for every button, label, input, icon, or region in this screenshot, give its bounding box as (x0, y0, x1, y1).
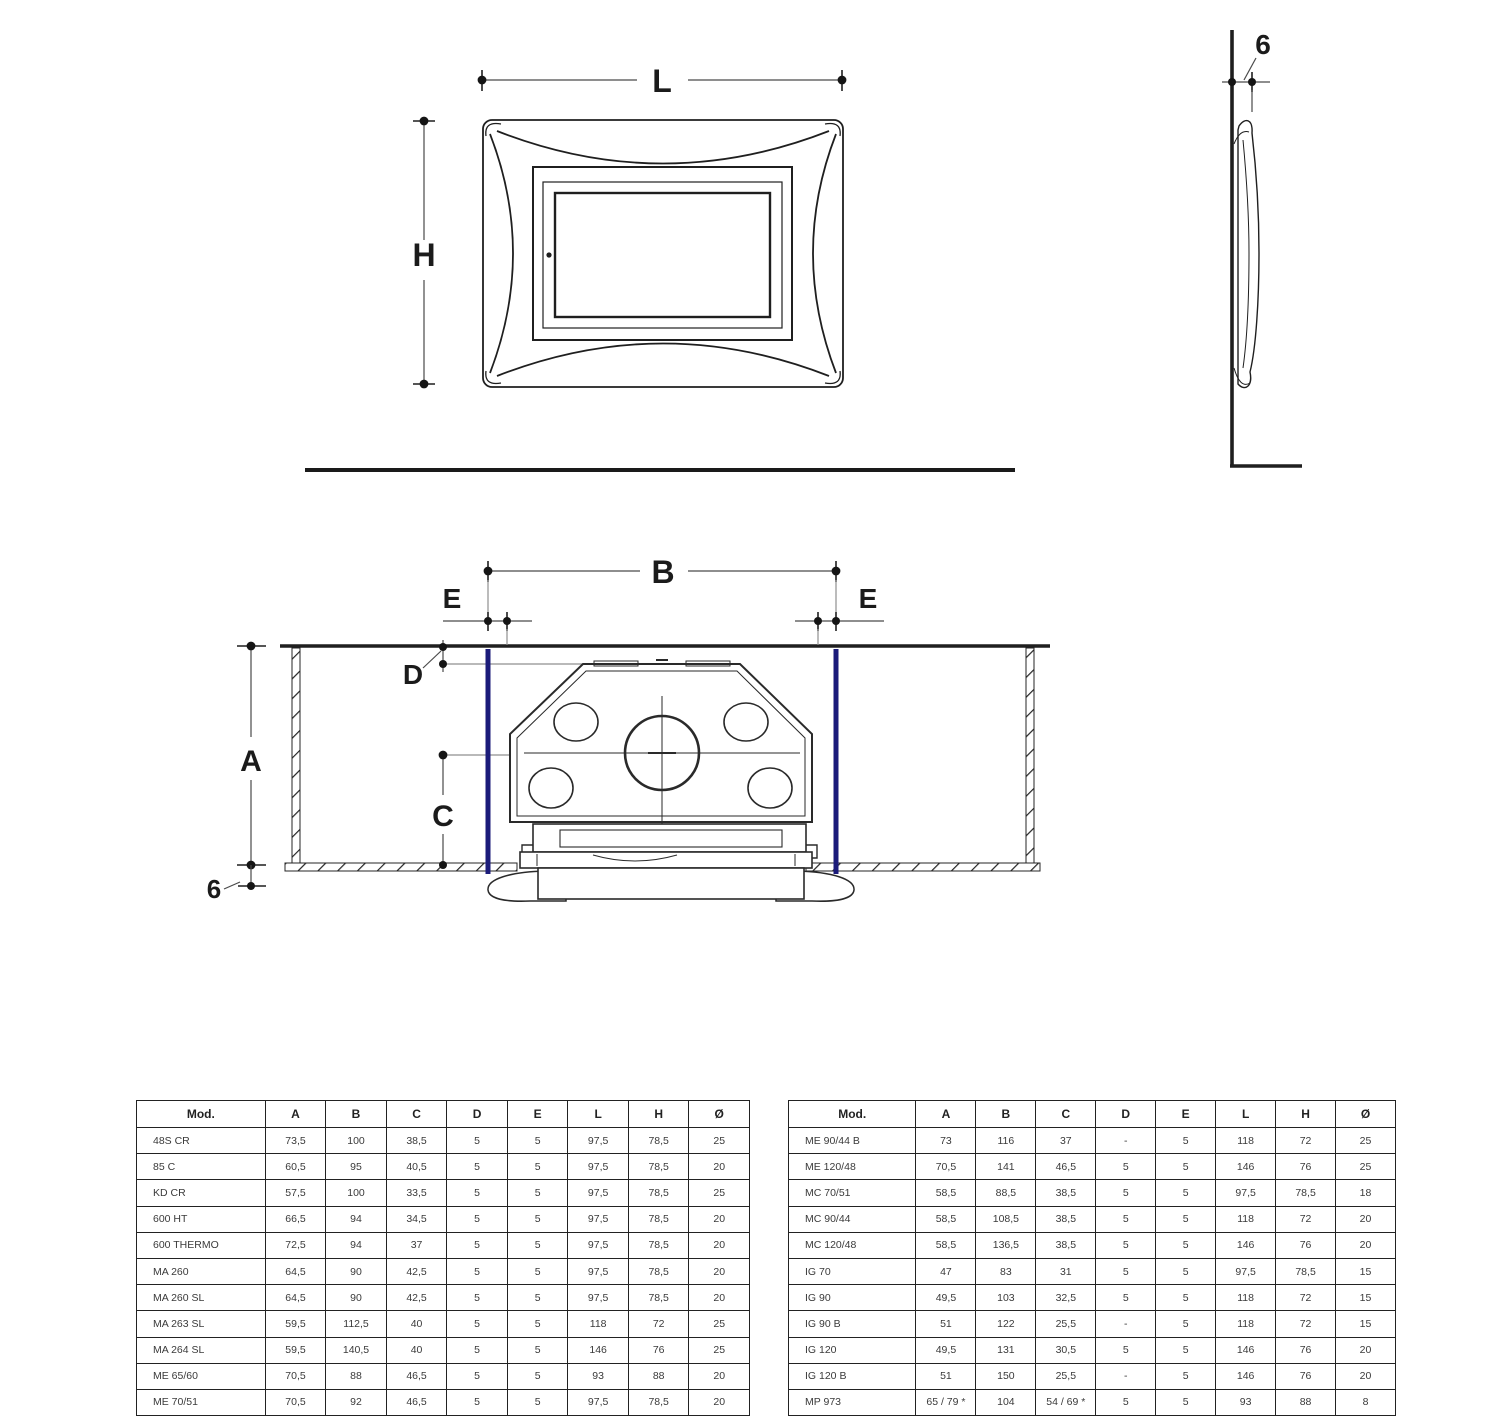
value-cell: 25 (1336, 1128, 1396, 1154)
value-cell: 51 (916, 1311, 976, 1337)
right-wall-hatch (1026, 648, 1034, 865)
value-cell: 5 (1096, 1232, 1156, 1258)
value-cell: 38,5 (1036, 1206, 1096, 1232)
value-cell: 46,5 (1036, 1154, 1096, 1180)
value-cell: 5 (1156, 1258, 1216, 1284)
value-cell: 30,5 (1036, 1337, 1096, 1363)
model-name-cell: KD CR (137, 1180, 266, 1206)
frame-profile (1234, 121, 1259, 388)
value-cell: 40 (386, 1337, 447, 1363)
column-header-a: A (916, 1101, 976, 1128)
model-name-cell: IG 90 B (789, 1311, 916, 1337)
value-cell: 25 (689, 1128, 750, 1154)
value-cell: 88,5 (976, 1180, 1036, 1206)
value-cell: 5 (1156, 1180, 1216, 1206)
value-cell: - (1096, 1128, 1156, 1154)
value-cell: 5 (1096, 1285, 1156, 1311)
value-cell: 20 (1336, 1363, 1396, 1389)
value-cell: 116 (976, 1128, 1036, 1154)
table-row (789, 1154, 1396, 1180)
value-cell: 46,5 (386, 1389, 447, 1415)
model-name-cell: IG 120 B (789, 1363, 916, 1389)
value-cell: 5 (507, 1337, 568, 1363)
model-name-cell: MC 70/51 (789, 1180, 916, 1206)
table-row (137, 1258, 750, 1284)
value-cell: 42,5 (386, 1258, 447, 1284)
value-cell: 5 (447, 1154, 508, 1180)
column-header-h: H (628, 1101, 689, 1128)
table-row (137, 1389, 750, 1415)
value-cell: 97,5 (568, 1258, 629, 1284)
value-cell: 20 (689, 1154, 750, 1180)
value-cell: 146 (1216, 1154, 1276, 1180)
table-row (789, 1363, 1396, 1389)
table-row (137, 1232, 750, 1258)
column-header-l: L (568, 1101, 629, 1128)
value-cell: 20 (689, 1389, 750, 1415)
value-cell: 140,5 (326, 1337, 387, 1363)
value-cell: 5 (507, 1180, 568, 1206)
dimension-e-right (795, 612, 884, 645)
insert-body (488, 660, 854, 901)
front-view (305, 63, 1015, 470)
value-cell: 100 (326, 1128, 387, 1154)
value-cell: 103 (976, 1285, 1036, 1311)
dimension-e-left (443, 612, 532, 645)
table-row (789, 1180, 1396, 1206)
value-cell: 8 (1336, 1389, 1396, 1415)
value-cell: 72,5 (265, 1232, 326, 1258)
value-cell: 118 (1216, 1206, 1276, 1232)
value-cell: 5 (1096, 1206, 1156, 1232)
table-row (789, 1232, 1396, 1258)
value-cell: 5 (507, 1128, 568, 1154)
value-cell: 5 (447, 1337, 508, 1363)
table-row (137, 1337, 750, 1363)
section-view (207, 554, 1050, 904)
dimension-6-section (224, 865, 266, 889)
value-cell: 92 (326, 1389, 387, 1415)
value-cell: 5 (447, 1258, 508, 1284)
value-cell: 5 (507, 1258, 568, 1284)
dimension-label-6: 6 (1255, 29, 1271, 60)
value-cell: 88 (326, 1363, 387, 1389)
value-cell: 20 (1336, 1206, 1396, 1232)
value-cell: 5 (1096, 1337, 1156, 1363)
value-cell: 64,5 (265, 1285, 326, 1311)
table-row (789, 1311, 1396, 1337)
column-header-mod: Mod. (789, 1101, 916, 1128)
value-cell: 37 (386, 1232, 447, 1258)
value-cell: 150 (976, 1363, 1036, 1389)
value-cell: 78,5 (1276, 1180, 1336, 1206)
value-cell: 70,5 (265, 1389, 326, 1415)
value-cell: 5 (447, 1389, 508, 1415)
value-cell: 5 (447, 1311, 508, 1337)
value-cell: 88 (1276, 1389, 1336, 1415)
value-cell: 93 (568, 1363, 629, 1389)
table-row (789, 1258, 1396, 1284)
value-cell: 72 (1276, 1311, 1336, 1337)
value-cell: 46,5 (386, 1363, 447, 1389)
value-cell: 20 (689, 1363, 750, 1389)
column-header-diameter: Ø (1336, 1101, 1396, 1128)
value-cell: 15 (1336, 1311, 1396, 1337)
table-row (137, 1311, 750, 1337)
model-name-cell: MA 260 SL (137, 1285, 266, 1311)
model-name-cell: ME 120/48 (789, 1154, 916, 1180)
value-cell: 38,5 (1036, 1232, 1096, 1258)
floor-hatch-right (806, 863, 1040, 871)
column-header-e: E (507, 1101, 568, 1128)
value-cell: 5 (1156, 1154, 1216, 1180)
value-cell: 76 (1276, 1232, 1336, 1258)
model-name-cell: MP 973 (789, 1389, 916, 1415)
value-cell: 20 (1336, 1232, 1396, 1258)
value-cell: 38,5 (386, 1128, 447, 1154)
value-cell: 5 (507, 1206, 568, 1232)
door-handle (546, 252, 551, 257)
value-cell: 38,5 (1036, 1180, 1096, 1206)
value-cell: 90 (326, 1258, 387, 1284)
column-header-b: B (326, 1101, 387, 1128)
value-cell: 20 (689, 1232, 750, 1258)
value-cell: 5 (507, 1232, 568, 1258)
model-name-cell: MA 264 SL (137, 1337, 266, 1363)
floor-hatch-left (285, 863, 517, 871)
value-cell: 32,5 (1036, 1285, 1096, 1311)
value-cell: 5 (1156, 1337, 1216, 1363)
value-cell: 64,5 (265, 1258, 326, 1284)
column-header-c: C (386, 1101, 447, 1128)
value-cell: 31 (1036, 1258, 1096, 1284)
value-cell: 20 (689, 1285, 750, 1311)
value-cell: 42,5 (386, 1285, 447, 1311)
value-cell: 97,5 (568, 1128, 629, 1154)
value-cell: 59,5 (265, 1337, 326, 1363)
value-cell: 78,5 (628, 1285, 689, 1311)
value-cell: 51 (916, 1363, 976, 1389)
column-header-b: B (976, 1101, 1036, 1128)
table-row (137, 1180, 750, 1206)
value-cell: - (1096, 1311, 1156, 1337)
value-cell: 97,5 (568, 1180, 629, 1206)
value-cell: 146 (1216, 1337, 1276, 1363)
value-cell: 76 (1276, 1363, 1336, 1389)
value-cell: 65 / 79 * (916, 1389, 976, 1415)
table-row (789, 1285, 1396, 1311)
value-cell: 5 (447, 1363, 508, 1389)
value-cell: 49,5 (916, 1285, 976, 1311)
value-cell: 73,5 (265, 1128, 326, 1154)
model-name-cell: MA 260 (137, 1258, 266, 1284)
dimension-label-h: H (412, 237, 436, 273)
value-cell: 90 (326, 1285, 387, 1311)
model-name-cell: MC 90/44 (789, 1206, 916, 1232)
model-name-cell: IG 120 (789, 1337, 916, 1363)
column-header-a: A (265, 1101, 326, 1128)
column-header-d: D (1096, 1101, 1156, 1128)
value-cell: 15 (1336, 1258, 1396, 1284)
value-cell: 104 (976, 1389, 1036, 1415)
table-row (789, 1389, 1396, 1415)
model-name-cell: IG 90 (789, 1285, 916, 1311)
dimension-label-d: D (402, 659, 424, 690)
value-cell: 59,5 (265, 1311, 326, 1337)
value-cell: 97,5 (568, 1285, 629, 1311)
value-cell: 118 (568, 1311, 629, 1337)
value-cell: 5 (1096, 1154, 1156, 1180)
value-cell: 76 (1276, 1337, 1336, 1363)
value-cell: 5 (1096, 1258, 1156, 1284)
value-cell: 5 (507, 1311, 568, 1337)
value-cell: 5 (447, 1232, 508, 1258)
value-cell: 100 (326, 1180, 387, 1206)
value-cell: 5 (1156, 1232, 1216, 1258)
model-name-cell: 85 C (137, 1154, 266, 1180)
value-cell: 25,5 (1036, 1363, 1096, 1389)
value-cell: 34,5 (386, 1206, 447, 1232)
value-cell: 25,5 (1036, 1311, 1096, 1337)
value-cell: 146 (1216, 1232, 1276, 1258)
column-header-h: H (1276, 1101, 1336, 1128)
model-name-cell: ME 70/51 (137, 1389, 266, 1415)
dimension-label-e-left: E (442, 583, 462, 614)
value-cell: 57,5 (265, 1180, 326, 1206)
value-cell: 5 (507, 1285, 568, 1311)
value-cell: 72 (628, 1311, 689, 1337)
value-cell: 78,5 (628, 1232, 689, 1258)
value-cell: - (1096, 1363, 1156, 1389)
value-cell: 93 (1216, 1389, 1276, 1415)
column-header-c: C (1036, 1101, 1096, 1128)
dimension-label-b: B (651, 554, 675, 590)
value-cell: 78,5 (628, 1206, 689, 1232)
table-header-row (789, 1101, 1396, 1128)
value-cell: 5 (1156, 1389, 1216, 1415)
value-cell: 20 (689, 1258, 750, 1284)
value-cell: 60,5 (265, 1154, 326, 1180)
value-cell: 83 (976, 1258, 1036, 1284)
value-cell: 5 (447, 1128, 508, 1154)
value-cell: 146 (1216, 1363, 1276, 1389)
value-cell: 146 (568, 1337, 629, 1363)
value-cell: 58,5 (916, 1206, 976, 1232)
column-header-diameter: Ø (689, 1101, 750, 1128)
value-cell: 97,5 (1216, 1258, 1276, 1284)
value-cell: 94 (326, 1206, 387, 1232)
value-cell: 25 (689, 1311, 750, 1337)
dimension-label-l: L (652, 63, 672, 99)
model-name-cell: ME 65/60 (137, 1363, 266, 1389)
value-cell: 15 (1336, 1285, 1396, 1311)
value-cell: 94 (326, 1232, 387, 1258)
table-row (137, 1206, 750, 1232)
value-cell: 78,5 (628, 1154, 689, 1180)
table-row (137, 1154, 750, 1180)
value-cell: 72 (1276, 1128, 1336, 1154)
value-cell: 72 (1276, 1285, 1336, 1311)
value-cell: 47 (916, 1258, 976, 1284)
value-cell: 5 (507, 1154, 568, 1180)
value-cell: 122 (976, 1311, 1036, 1337)
value-cell: 58,5 (916, 1180, 976, 1206)
value-cell: 5 (1156, 1206, 1216, 1232)
table-row (137, 1363, 750, 1389)
value-cell: 118 (1216, 1311, 1276, 1337)
value-cell: 131 (976, 1337, 1036, 1363)
table-row (137, 1285, 750, 1311)
value-cell: 73 (916, 1128, 976, 1154)
model-name-cell: 600 THERMO (137, 1232, 266, 1258)
value-cell: 95 (326, 1154, 387, 1180)
column-header-e: E (1156, 1101, 1216, 1128)
value-cell: 136,5 (976, 1232, 1036, 1258)
value-cell: 5 (1156, 1285, 1216, 1311)
value-cell: 40,5 (386, 1154, 447, 1180)
model-name-cell: IG 70 (789, 1258, 916, 1284)
value-cell: 25 (1336, 1154, 1396, 1180)
value-cell: 78,5 (628, 1128, 689, 1154)
value-cell: 5 (507, 1363, 568, 1389)
value-cell: 76 (1276, 1154, 1336, 1180)
value-cell: 78,5 (628, 1258, 689, 1284)
left-wall-hatch (292, 648, 300, 865)
fireplace-frame (483, 120, 843, 387)
value-cell: 5 (1096, 1180, 1156, 1206)
value-cell: 78,5 (628, 1180, 689, 1206)
value-cell: 97,5 (1216, 1180, 1276, 1206)
value-cell: 5 (447, 1180, 508, 1206)
value-cell: 25 (689, 1180, 750, 1206)
value-cell: 141 (976, 1154, 1036, 1180)
dimension-label-e-right: E (858, 583, 878, 614)
value-cell: 70,5 (265, 1363, 326, 1389)
value-cell: 78,5 (628, 1389, 689, 1415)
table-row (137, 1128, 750, 1154)
table-header-row (137, 1101, 750, 1128)
value-cell: 97,5 (568, 1206, 629, 1232)
value-cell: 5 (447, 1206, 508, 1232)
model-name-cell: 600 HT (137, 1206, 266, 1232)
model-name-cell: MC 120/48 (789, 1232, 916, 1258)
dimension-6 (1222, 58, 1270, 112)
dimension-label-c: C (432, 800, 454, 833)
value-cell: 112,5 (326, 1311, 387, 1337)
value-cell: 118 (1216, 1285, 1276, 1311)
value-cell: 5 (507, 1389, 568, 1415)
value-cell: 97,5 (568, 1154, 629, 1180)
model-name-cell: ME 90/44 B (789, 1128, 916, 1154)
column-header-l: L (1216, 1101, 1276, 1128)
column-header-mod: Mod. (137, 1101, 266, 1128)
value-cell: 66,5 (265, 1206, 326, 1232)
value-cell: 37 (1036, 1128, 1096, 1154)
column-header-d: D (447, 1101, 508, 1128)
dimension-table-right (788, 1100, 1396, 1416)
value-cell: 5 (1156, 1128, 1216, 1154)
value-cell: 5 (447, 1285, 508, 1311)
dimension-label-a: A (240, 745, 262, 778)
value-cell: 33,5 (386, 1180, 447, 1206)
table-row (789, 1206, 1396, 1232)
value-cell: 20 (689, 1206, 750, 1232)
value-cell: 5 (1096, 1389, 1156, 1415)
value-cell: 97,5 (568, 1389, 629, 1415)
dimension-table-left (136, 1100, 750, 1416)
value-cell: 88 (628, 1363, 689, 1389)
dimension-label-6-section: 6 (206, 874, 222, 904)
value-cell: 54 / 69 * (1036, 1389, 1096, 1415)
value-cell: 25 (689, 1337, 750, 1363)
value-cell: 72 (1276, 1206, 1336, 1232)
model-name-cell: 48S CR (137, 1128, 266, 1154)
value-cell: 108,5 (976, 1206, 1036, 1232)
model-name-cell: MA 263 SL (137, 1311, 266, 1337)
value-cell: 40 (386, 1311, 447, 1337)
side-view (1222, 29, 1302, 466)
value-cell: 78,5 (1276, 1258, 1336, 1284)
value-cell: 20 (1336, 1337, 1396, 1363)
value-cell: 18 (1336, 1180, 1396, 1206)
table-row (789, 1128, 1396, 1154)
value-cell: 5 (1156, 1311, 1216, 1337)
value-cell: 97,5 (568, 1232, 629, 1258)
value-cell: 58,5 (916, 1232, 976, 1258)
table-row (789, 1337, 1396, 1363)
value-cell: 118 (1216, 1128, 1276, 1154)
value-cell: 5 (1156, 1363, 1216, 1389)
value-cell: 76 (628, 1337, 689, 1363)
value-cell: 70,5 (916, 1154, 976, 1180)
value-cell: 49,5 (916, 1337, 976, 1363)
